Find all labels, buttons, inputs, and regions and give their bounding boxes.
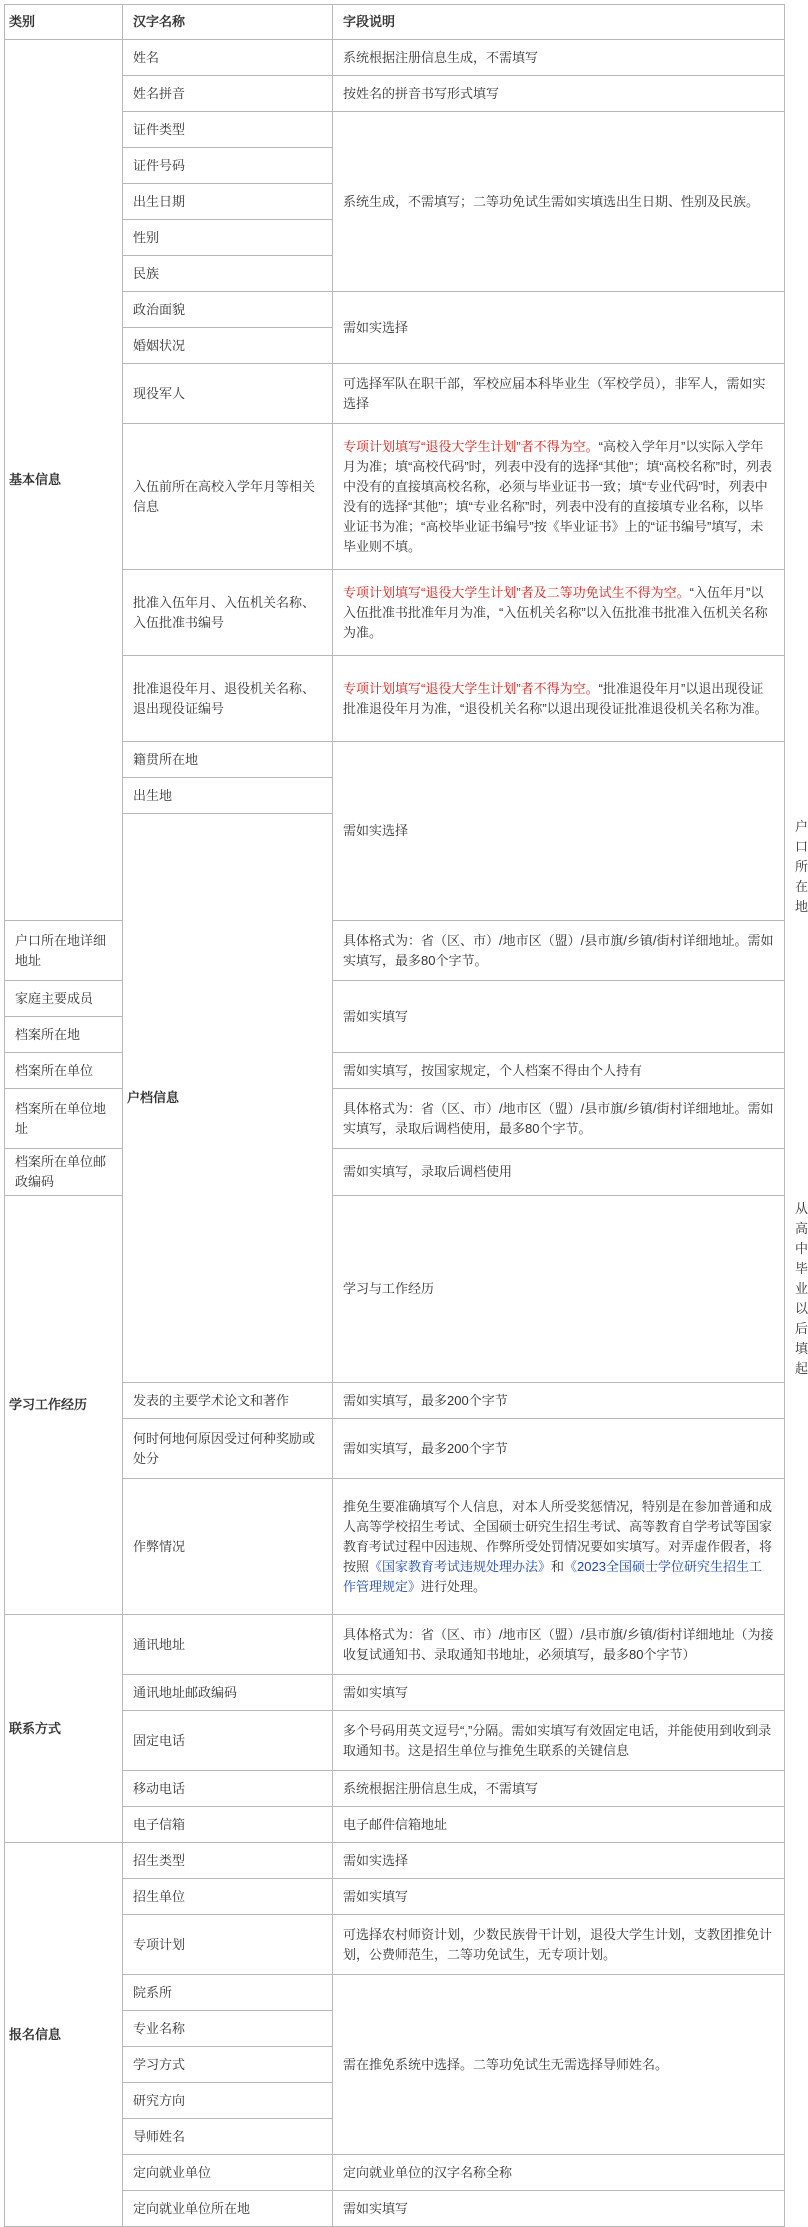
field-name-cell: 姓名 [123, 40, 333, 76]
required-note: 专项计划填写“退役大学生计划”者及二等功免试生不得为空。 [343, 584, 690, 600]
required-note: 专项计划填写“退役大学生计划”者不得为空。 [343, 438, 599, 454]
table-row [5, 1053, 785, 1089]
description-text: 和 [551, 1558, 565, 1574]
field-name-cell: 姓名拼音 [123, 76, 333, 112]
field-name-cell: 招生单位 [123, 1879, 333, 1915]
field-name-cell: 院系所 [123, 1975, 333, 2011]
description-cell: 多个号码用英文逗号“,”分隔。需如实填写有效固定电话，并能使用到收到录取通知书。这是招生单位与推免生联系的关键信息 [333, 1711, 785, 1771]
description-cell [333, 424, 785, 570]
field-name-cell: 档案所在单位邮政编码 [5, 1149, 123, 1196]
description-cell: 具体格式为：省（区、市）/地市区（盟）/县市旗/乡镇/街村详细地址（为接收复试通知书、录取通知书地址，必须填写，最多80个字节） [333, 1615, 785, 1675]
table-row [5, 1089, 785, 1149]
field-name-cell: 民族 [123, 256, 333, 292]
description-text: “批准退役年月”以退出现役证批准退役年月为准，“退役机关名称”以退出现役证批准退役机关名称为准。 [343, 680, 768, 716]
table-row [5, 1149, 785, 1196]
field-name-cell: 档案所在地 [5, 1017, 123, 1053]
field-name-cell: 性别 [123, 220, 333, 256]
description-cell [333, 1479, 785, 1615]
field-name-cell: 通讯地址邮政编码 [123, 1675, 333, 1711]
field-name-cell: 证件号码 [123, 148, 333, 184]
description-cell: 需如实填写 [333, 1879, 785, 1915]
description-text: “高校入学年月”以实际入学年月为准；填“高校代码”时，列表中没有的选择“其他”；填“高校名称”时，列表中没有的直接填高校名称，必须与毕业证书一致；填“专业代码”时，列表中没有的选择“其他”；填“专业名称”时，列表中没有的直接填专业名称，以毕业证书为准；“高校毕业证书编号”按《毕业证书》上的“证书编号”填写，未毕业则不填。 [343, 438, 772, 554]
table-row [5, 981, 785, 1017]
field-name-cell: 研究方向 [123, 2083, 333, 2119]
description-cell: 可选择农村师资计划，少数民族骨干计划，退役大学生计划，支教团推免计划，公费师范生，二等功免试生，无专项计划。 [333, 1915, 785, 1975]
table-row [5, 1843, 785, 1879]
table-row [5, 921, 785, 981]
description-cell: 需在推免系统中选择。二等功免试生无需选择导师姓名。 [333, 1975, 785, 2155]
field-name-cell: 固定电话 [123, 1711, 333, 1771]
description-cell: 系统生成，不需填写；二等功免试生需如实填选出生日期、性别及民族。 [333, 112, 785, 292]
field-name-cell: 证件类型 [123, 112, 333, 148]
field-description-table [4, 4, 808, 2227]
field-name-cell: 批准入伍年月、入伍机关名称、入伍批准书编号 [123, 570, 333, 656]
table-header-row [5, 5, 785, 40]
description-cell: 需如实填写，录取后调档使用 [333, 1149, 785, 1196]
header-description: 字段说明 [333, 5, 785, 40]
field-name-cell: 出生地 [123, 778, 333, 814]
description-cell: 需如实填写，最多200个字节 [333, 1419, 785, 1479]
description-text: 进行处理。 [421, 1578, 487, 1594]
field-name-cell: 何时何地何原因受过何种奖励或处分 [123, 1419, 333, 1479]
description-cell: 定向就业单位的汉字名称全称 [333, 2155, 785, 2191]
field-name-cell: 出生日期 [123, 184, 333, 220]
field-name-cell: 学习方式 [123, 2047, 333, 2083]
field-name-cell: 专项计划 [123, 1915, 333, 1975]
description-cell: 系统根据注册信息生成，不需填写 [333, 1771, 785, 1807]
field-name-cell: 定向就业单位 [123, 2155, 333, 2191]
field-name-cell: 发表的主要学术论文和著作 [123, 1383, 333, 1419]
field-name-cell: 婚姻状况 [123, 328, 333, 364]
category-cell: 户档信息 [123, 814, 333, 1383]
field-name-cell: 移动电话 [123, 1771, 333, 1807]
description-cell: 可选择军队在职干部，军校应届本科毕业生（军校学员），非军人，需如实选择 [333, 364, 785, 424]
field-name-cell: 籍贯所在地 [123, 742, 333, 778]
description-cell: 具体格式为：省（区、市）/地市区（盟）/县市旗/乡镇/街村详细地址。需如实填写，最多80个字节。 [333, 921, 785, 981]
category-cell: 联系方式 [5, 1615, 123, 1843]
field-name-cell: 政治面貌 [123, 292, 333, 328]
description-cell: 需如实填写 [333, 1675, 785, 1711]
description-cell: 具体格式为：省（区、市）/地市区（盟）/县市旗/乡镇/街村详细地址。需如实填写，录取后调档使用，最多80个字节。 [333, 1089, 785, 1149]
description-cell [333, 570, 785, 656]
field-name-cell: 作弊情况 [123, 1479, 333, 1615]
required-note: 专项计划填写“退役大学生计划”者不得为空。 [343, 680, 599, 696]
description-text: “入伍年月”以入伍批准书批准年月为准，“入伍机关名称”以入伍批准书批准入伍机关名称为准。 [343, 584, 768, 640]
field-name-cell: 定向就业单位所在地 [123, 2191, 333, 2227]
description-cell: 需如实填写 [333, 981, 785, 1053]
header-field-name: 汉字名称 [123, 5, 333, 40]
header-category: 类别 [5, 5, 123, 40]
field-name-cell: 导师姓名 [123, 2119, 333, 2155]
table-row [5, 1615, 785, 1675]
description-cell [333, 656, 785, 742]
table-row: 学习工作经历 学习与工作经历 从高中毕业以后填起 [5, 1196, 785, 1383]
field-name-cell: 入伍前所在高校入学年月等相关信息 [123, 424, 333, 570]
description-cell: 需如实填写 [333, 2191, 785, 2227]
description-cell: 需如实选择 [333, 292, 785, 364]
table-row: 户档信息 户口所在地 [5, 814, 785, 921]
field-name-cell: 家庭主要成员 [5, 981, 123, 1017]
field-name-cell: 电子信箱 [123, 1807, 333, 1843]
description-cell: 需如实选择 [333, 742, 785, 921]
description-cell: 电子邮件信箱地址 [333, 1807, 785, 1843]
field-name-cell: 招生类型 [123, 1843, 333, 1879]
regulation-link-2[interactable]: 《2023全国硕士学位研究生招生工作管理规定》 [343, 1558, 762, 1594]
description-cell: 系统根据注册信息生成，不需填写 [333, 40, 785, 76]
field-name-cell: 现役军人 [123, 364, 333, 424]
category-cell: 学习工作经历 [5, 1196, 123, 1615]
field-name-cell: 档案所在单位 [5, 1053, 123, 1089]
description-text: 推免生要准确填写个人信息，对本人所受奖惩情况，特别是在参加普通和成人高等学校招生考试、全国硕士研究生招生考试、高等教育自学考试等国家教育考试过程中因违规、作弊所受处罚情况要如实填写。对弄虚作假者，将按照 [343, 1498, 773, 1574]
regulation-link-1[interactable]: 《国家教育考试违规处理办法》 [369, 1558, 552, 1574]
field-name-cell: 档案所在单位地址 [5, 1089, 123, 1149]
description-cell: 按姓名的拼音书写形式填写 [333, 76, 785, 112]
field-name-cell: 户口所在地详细地址 [5, 921, 123, 981]
field-name-cell: 学习与工作经历 [333, 1196, 785, 1383]
category-cell: 基本信息 [5, 40, 123, 921]
description-cell: 需如实选择 [333, 1843, 785, 1879]
field-name-cell: 专业名称 [123, 2011, 333, 2047]
category-cell: 报名信息 [5, 1843, 123, 2227]
field-name-cell: 批准退役年月、退役机关名称、退出现役证编号 [123, 656, 333, 742]
description-cell: 需如实填写，最多200个字节 [333, 1383, 785, 1419]
field-name-cell: 通讯地址 [123, 1615, 333, 1675]
description-cell: 需如实填写，按国家规定，个人档案不得由个人持有 [333, 1053, 785, 1089]
table-row [5, 40, 785, 76]
